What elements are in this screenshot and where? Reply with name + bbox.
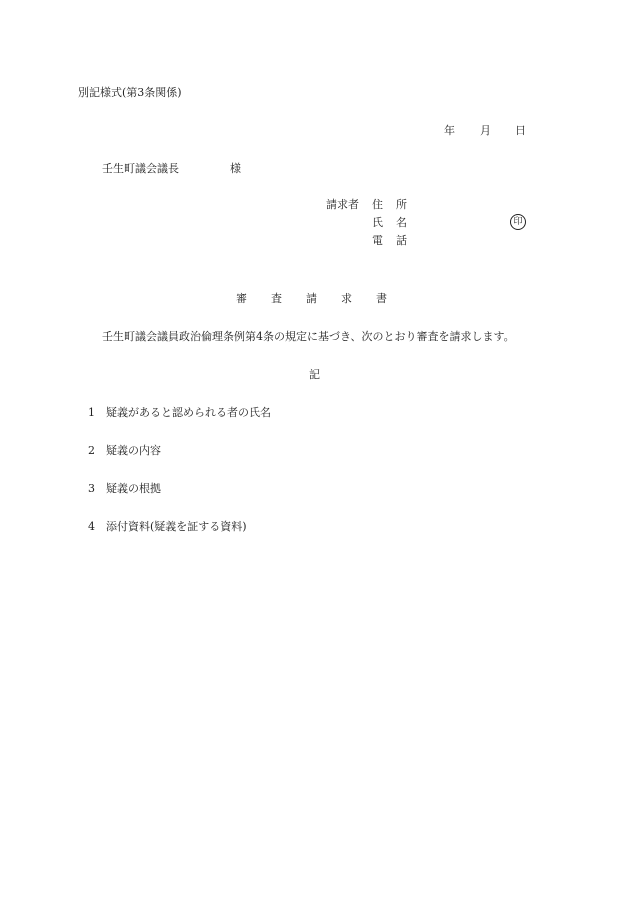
document-title bbox=[236, 292, 387, 306]
item-text: 疑義の内容 bbox=[106, 444, 161, 457]
title-char-1: 審 bbox=[236, 292, 247, 305]
item-number: 3 bbox=[88, 482, 95, 495]
item-text: 疑義があると認められる者の氏名 bbox=[106, 406, 271, 419]
name-label-char-2: 名 bbox=[396, 216, 407, 229]
seal-mark: 印 bbox=[510, 214, 526, 230]
title-char-4: 求 bbox=[341, 292, 352, 305]
requester-label: 請求者 bbox=[326, 198, 359, 211]
list-item bbox=[88, 482, 161, 496]
address-label-char-1: 住 bbox=[372, 198, 383, 211]
item-number: 2 bbox=[88, 444, 95, 457]
addressee-honorific: 様 bbox=[230, 162, 241, 175]
item-text: 疑義の根拠 bbox=[106, 482, 161, 495]
requester-name-label bbox=[372, 216, 407, 230]
item-number: 1 bbox=[88, 406, 95, 419]
date-day-label: 日 bbox=[515, 124, 526, 137]
ki-heading: 記 bbox=[309, 368, 320, 381]
requester-phone-label bbox=[372, 234, 407, 248]
list-item bbox=[88, 520, 247, 534]
date-month-label: 月 bbox=[480, 124, 491, 137]
title-char-5: 書 bbox=[376, 292, 387, 305]
form-reference: 別記様式(第3条関係) bbox=[78, 86, 182, 99]
requester-address-label bbox=[372, 198, 407, 212]
title-char-3: 請 bbox=[306, 292, 317, 305]
request-statement: 壬生町議会議員政治倫理条例第4条の規定に基づき、次のとおり審査を請求します。 bbox=[102, 330, 515, 343]
item-number: 4 bbox=[88, 520, 95, 533]
title-char-2: 査 bbox=[271, 292, 282, 305]
addressee-name: 壬生町議会議長 bbox=[102, 162, 179, 175]
phone-label-char-1: 電 bbox=[372, 234, 383, 247]
address-label-char-2: 所 bbox=[396, 198, 407, 211]
date-year-label: 年 bbox=[444, 124, 455, 137]
name-label-char-1: 氏 bbox=[372, 216, 383, 229]
list-item bbox=[88, 406, 271, 420]
phone-label-char-2: 話 bbox=[396, 234, 407, 247]
list-item bbox=[88, 444, 161, 458]
item-text: 添付資料(疑義を証する資料) bbox=[106, 520, 247, 533]
